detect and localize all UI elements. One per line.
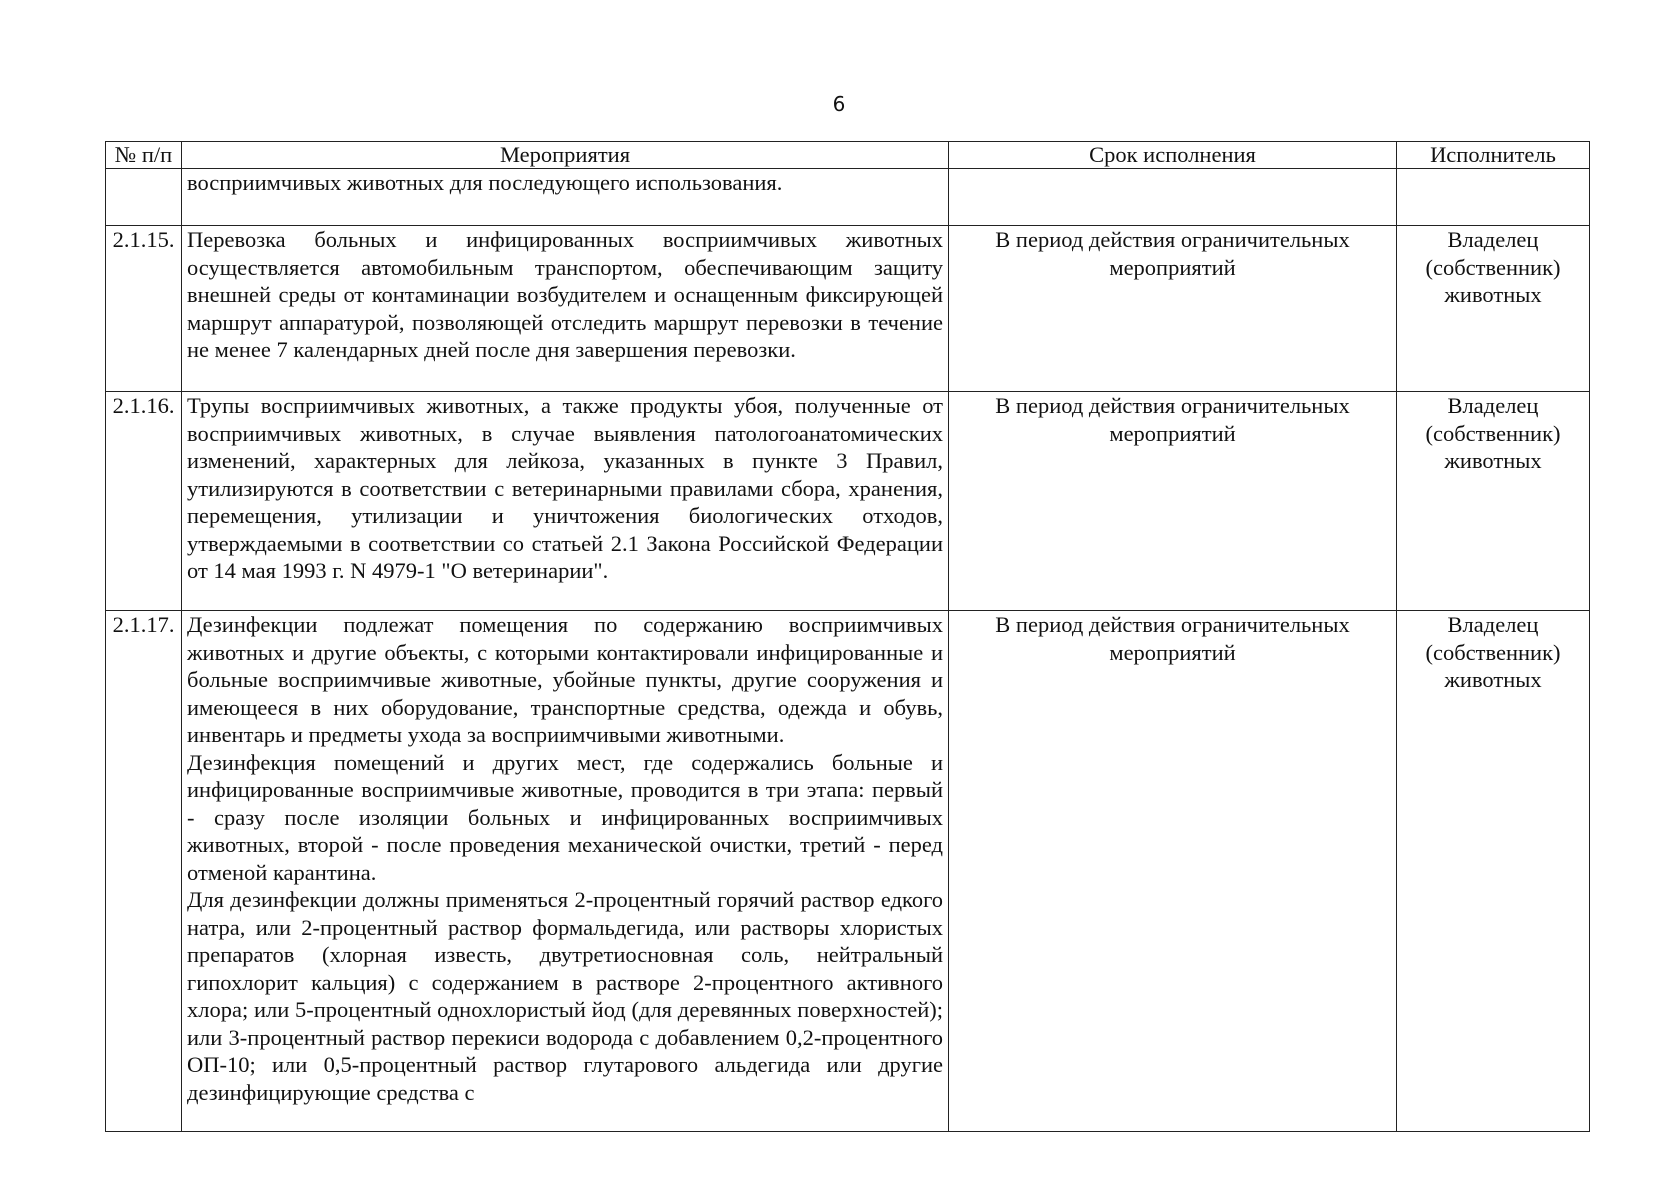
cell-executor: Владелец (собственник) животных bbox=[1397, 611, 1590, 1132]
cell-num: 2.1.16. bbox=[106, 392, 182, 611]
cell-term: В период действия ограничительных мероприятий bbox=[949, 392, 1397, 611]
cell-event: Перевозка больных и инфицированных восприимчивых животных осуществляется автомобильным транспортом, обеспечивающим защиту внешней среды от контаминации возбудителем и оснащенным фиксирующей маршрут аппаратурой, позволяющей отследить маршрут перевозки в течение не менее 7 календарных дней после дня завершения перевозки. bbox=[182, 226, 949, 392]
cell-executor bbox=[1397, 169, 1590, 226]
cell-executor: Владелец (собственник) животных bbox=[1397, 226, 1590, 392]
cell-num: 2.1.17. bbox=[106, 611, 182, 1132]
cell-term bbox=[949, 169, 1397, 226]
header-event: Мероприятия bbox=[182, 142, 949, 169]
table-row-continuation bbox=[106, 169, 1590, 226]
cell-event: Трупы восприимчивых животных, а также продукты убоя, полученные от восприимчивых животных, в случае выявления патологоанатомических изменений, характерных для лейкоза, указанных в пункте 3 Правил, утилизируются в соответствии с ветеринарными правилами сбора, хранения, перемещения, утилизации и уничтожения биологических отходов, утверждаемыми в соответствии со статьей 2.1 Закона Российской Федерации от 14 мая 1993 г. N 4979-1 "О ветеринарии". bbox=[182, 392, 949, 611]
event-paragraph: Для дезинфекции должны применяться 2-процентный горячий раствор едкого натра, или 2-процентный раствор формальдегида, или растворы хлористых препаратов (хлорная известь, двутретиосновная соль, нейтральный гипохлорит кальция) с содержанием в растворе 2-процентного активного хлора; или 5-процентный однохлористый йод (для деревянных поверхностей); или 3-процентный раствор перекиси водорода с добавлением 0,2-процентного ОП-10; или 0,5-процентный раствор глутарового альдегида или другие дезинфицирующие средства с bbox=[187, 887, 943, 1105]
header-executor: Исполнитель bbox=[1397, 142, 1590, 169]
cell-term: В период действия ограничительных мероприятий bbox=[949, 226, 1397, 392]
cell-num bbox=[106, 169, 182, 226]
table-row bbox=[106, 611, 1590, 1132]
cell-event bbox=[182, 611, 949, 1132]
page-number: 6 bbox=[832, 92, 846, 116]
cell-executor: Владелец (собственник) животных bbox=[1397, 392, 1590, 611]
event-paragraph: Дезинфекция помещений и других мест, где содержались больные и инфицированные восприимчивые животные, проводится в три этапа: первый - сразу после изоляции больных и инфицированных восприимчивых животных, второй - после проведения механической очистки, третий - перед отменой карантина. bbox=[187, 749, 943, 885]
cell-term: В период действия ограничительных мероприятий bbox=[949, 611, 1397, 1132]
measures-table bbox=[105, 141, 1590, 1132]
table-row bbox=[106, 226, 1590, 392]
cell-num: 2.1.15. bbox=[106, 226, 182, 392]
header-term: Срок исполнения bbox=[949, 142, 1397, 169]
event-paragraph: Дезинфекции подлежат помещения по содержанию восприимчивых животных и другие объекты, с которыми контактировали инфицированные и больные восприимчивые животные, убойные пункты, другие сооружения и имеющееся в них оборудование, транспортные средства, одежда и обувь, инвентарь и предметы ухода за восприимчивыми животными. bbox=[187, 612, 943, 747]
cell-event: восприимчивых животных для последующего использования. bbox=[182, 169, 949, 226]
header-num: № п/п bbox=[106, 142, 182, 169]
table-header-row bbox=[106, 142, 1590, 169]
table-row bbox=[106, 392, 1590, 611]
